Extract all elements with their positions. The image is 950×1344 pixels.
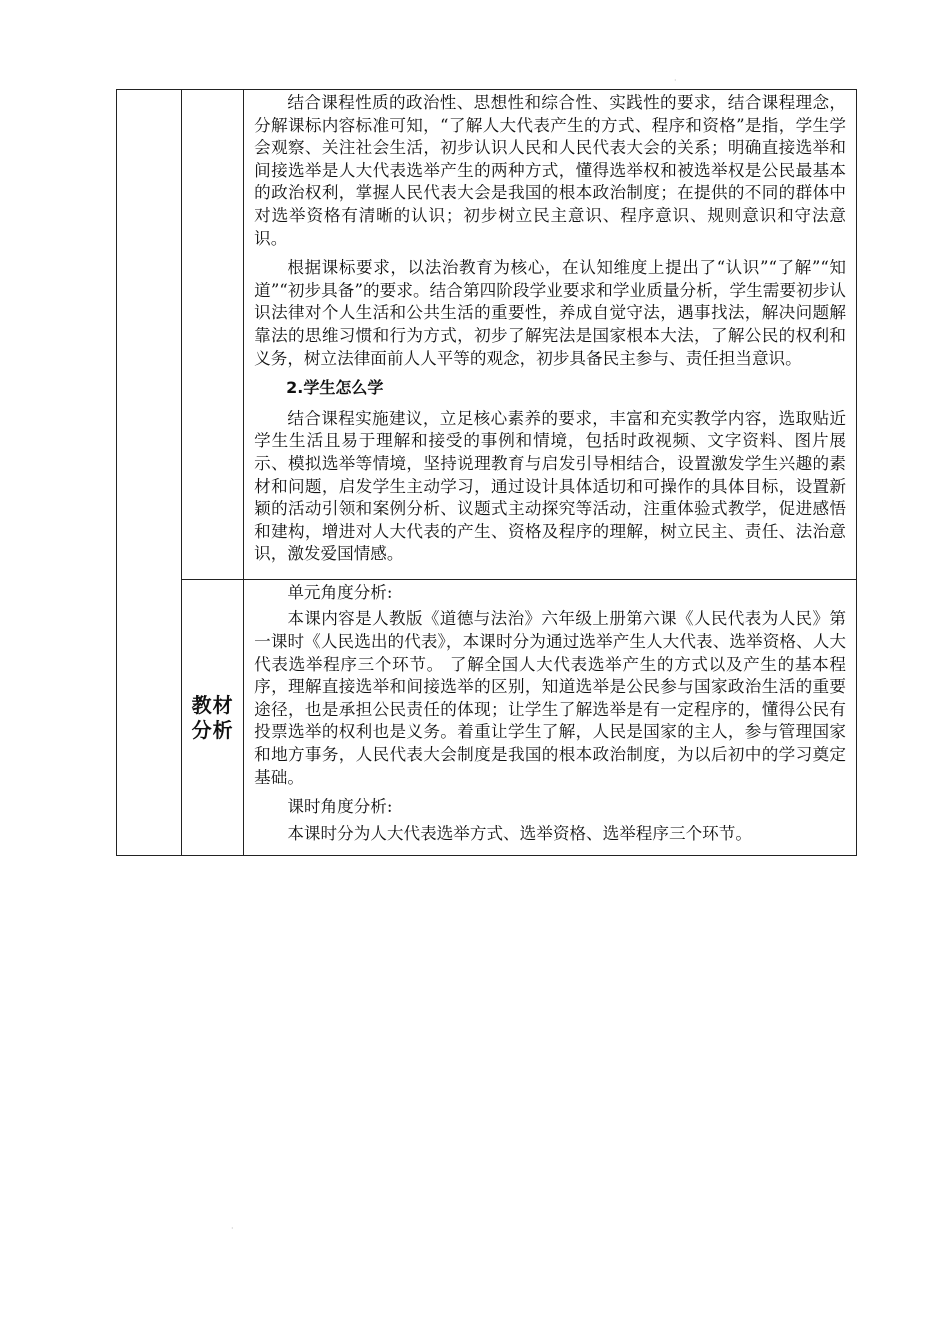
page-mark-bottom: · xyxy=(231,1224,234,1233)
textbook-analysis-label: 教材分析 xyxy=(191,692,234,742)
inner-label-cell xyxy=(182,90,244,580)
curriculum-paragraph-1: 结合课程性质的政治性、思想性和综合性、实践性的要求，结合课程理念，分解课标内容标准可知，“了解人大代表产生的方式、程序和资格”是指，学生学会观察、关注社会生活，初步认识人民和人民代表大会的关系；明确直接选举和间接选举是人大代表选举产生的两种方式，懂得选举权和被选举权是公民最基本的政治权利，掌握人民代表大会是我国的根本政治制度；在提供的不同的群体中对选举资格有清晰的认识；初步树立民主意识、程序意识、规则意识和守法意识。 xyxy=(254,93,846,248)
table-row-curriculum xyxy=(117,90,857,580)
outer-label-cell xyxy=(117,90,182,856)
textbook-analysis-content-cell xyxy=(244,579,857,856)
page-mark: · xyxy=(674,76,677,85)
lesson-plan-table xyxy=(116,89,857,856)
unit-analysis-paragraph: 本课内容是人教版《道德与法治》六年级上册第六课《人民代表为人民》第一课时《人民选出的代表》，本课时分为通过选举产生人大代表、选举资格、人大代表选举程序三个环节。 了解全国人大代表选举产生的方式以及产生的基本程序，理解直接选举和间接选举的区别，知道选举是公民参与国家政治生活的重要途径，也是承担公民责任的体现；让学生了解选举是有一定程序的，懂得公民有投票选举的权利也是义务。着重让学生了解，人民是国家的主人，参与管理国家和地方事务，人民代表大会制度是我国的根本政治制度，为以后初中的学习奠定基础。 xyxy=(254,609,846,787)
table-row-textbook-analysis xyxy=(117,579,857,856)
section-heading-how-students-learn: 2.学生怎么学 xyxy=(286,378,384,398)
unit-analysis-heading: 单元角度分析: xyxy=(287,582,393,602)
curriculum-paragraph-3: 结合课程实施建议，立足核心素养的要求，丰富和充实教学内容，选取贴近学生生活且易于理解和接受的事例和情境，包括时政视频、文字资料、图片展示、模拟选举等情境，坚持说理教育与启发引导相结合，设置激发学生兴趣的素材和问题，启发学生主动学习，通过设计具体适切和可操作的具体目标，设置新颖的活动引领和案例分析、议题式主动探究等活动，注重体验式教学，促进感悟和建构，增进对人大代表的产生、资格及程序的理解，树立民主、责任、法治意识，激发爱国情感。 xyxy=(254,408,846,564)
curriculum-content-cell xyxy=(244,90,857,580)
lesson-analysis-heading: 课时角度分析: xyxy=(287,797,393,817)
curriculum-paragraph-2: 根据课标要求，以法治教育为核心，在认知维度上提出了“认识”“了解”“知道”“初步具备”的要求。结合第四阶段学业要求和学业质量分析，学生需要初步认识法律对个人生活和公共生活的重要性，养成自觉守法，遇事找法，解决问题解靠法的思维习惯和行为方式，初步了解宪法是国家根本大法，了解公民的权利和义务，树立法律面前人人平等的观念，初步具备民主参与、责任担当意识。 xyxy=(254,258,846,368)
lesson-analysis-paragraph: 本课时分为人大代表选举方式、选举资格、选举程序三个环节。 xyxy=(287,823,752,843)
textbook-analysis-label-cell xyxy=(182,579,244,856)
